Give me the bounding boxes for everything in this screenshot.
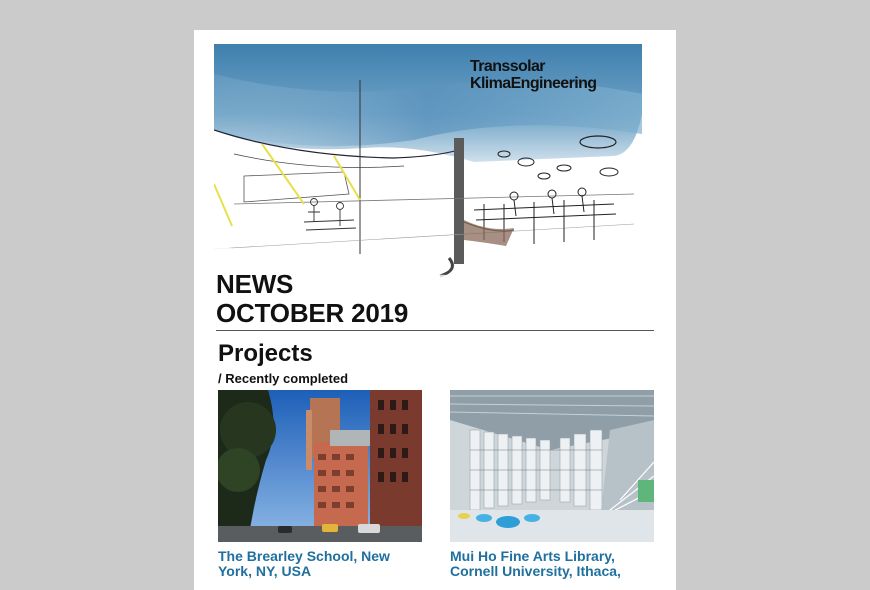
brand-line-2: KlimaEngineering (470, 75, 597, 92)
section-subtitle: / Recently completed (218, 371, 349, 386)
newsletter-page (194, 30, 676, 590)
city-street-building-photo[interactable] (218, 390, 422, 542)
section-divider (216, 330, 654, 331)
project-title-link[interactable]: Mui Ho Fine Arts Library, Cornell University, Ithaca, (450, 548, 621, 579)
project-title-link[interactable]: The Brearley School, New York, NY, USA (218, 548, 390, 579)
project-card-brearley[interactable] (218, 390, 422, 579)
section-title: Projects (218, 340, 313, 367)
brand-line-1: Transsolar (470, 58, 545, 75)
issue-date: OCTOBER 2019 (216, 298, 409, 328)
newsletter-title (216, 270, 408, 328)
project-card-mui-ho[interactable] (450, 390, 654, 579)
brand-logo (470, 58, 596, 92)
news-heading: NEWS (216, 269, 294, 299)
library-interior-photo[interactable] (450, 390, 654, 542)
